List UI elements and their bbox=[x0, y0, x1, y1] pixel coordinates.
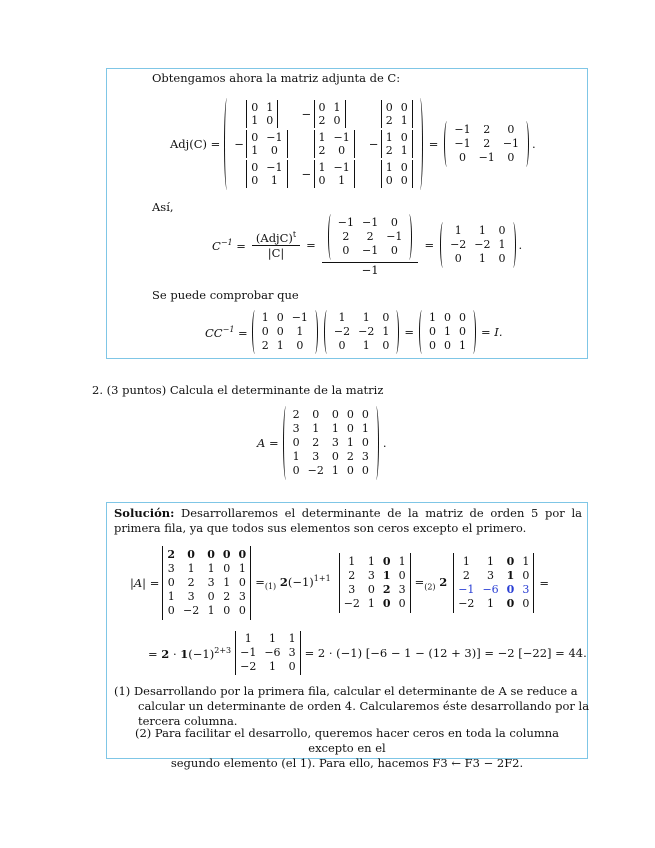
matrix-cell: 0 bbox=[167, 604, 175, 617]
matrix-cell: 1 bbox=[276, 339, 284, 352]
matrix-cell: 2 bbox=[167, 548, 176, 561]
matrix-cell: 1 bbox=[292, 450, 300, 463]
adjoint-minors-grid bbox=[234, 100, 412, 188]
matrix-cell: −2 bbox=[450, 238, 467, 251]
matrix-cell: 3 bbox=[167, 562, 175, 575]
matrix-cell: 0 bbox=[429, 325, 436, 338]
matrix-cell: 1 bbox=[506, 569, 515, 582]
matrix-cell: −1 bbox=[386, 229, 403, 243]
matrix-cell: 1 bbox=[268, 660, 276, 673]
minor-determinant: − 0 −1 1 0 bbox=[234, 130, 287, 158]
matrix-cell: 2 bbox=[462, 569, 470, 582]
matrix-cell: −2 bbox=[343, 597, 360, 610]
matrix-cell: 3 bbox=[238, 590, 246, 603]
minor-determinant: 0 −1 0 1 bbox=[234, 160, 287, 188]
matrix-cell: 3 bbox=[367, 569, 375, 582]
matrix-cell: 1 bbox=[238, 562, 246, 575]
matrix-cell: 1 bbox=[268, 632, 276, 645]
matrix-cell: 0 bbox=[498, 224, 506, 237]
matrix-cell: 0 bbox=[288, 660, 296, 673]
matrix-cell: 1 bbox=[382, 325, 390, 338]
matrix-cell: 0 bbox=[338, 339, 346, 352]
asi-label: Así, bbox=[152, 200, 174, 214]
matrix-cell: −1 bbox=[458, 583, 475, 596]
matrix-cell: 0 bbox=[331, 408, 339, 421]
matrix-C bbox=[252, 310, 318, 354]
minor-determinant: − 1 −1 0 1 bbox=[302, 160, 355, 188]
matrix-cell: 3 bbox=[331, 436, 339, 449]
matrix-cell: 0 bbox=[382, 555, 391, 568]
matrix-cell: 1 bbox=[167, 590, 175, 603]
matrix-cell: 0 bbox=[429, 339, 436, 352]
matrix-cell: 1 bbox=[487, 597, 495, 610]
matrix-cell: 1 bbox=[348, 555, 356, 568]
matrix-cell: 0 bbox=[361, 464, 369, 477]
matrix-cell: 3 bbox=[522, 583, 530, 596]
matrix-cell: 1 bbox=[187, 562, 195, 575]
matrix-cell: 0 bbox=[382, 339, 390, 352]
matrix-cell: 0 bbox=[390, 215, 398, 229]
matrix-cell: 1 bbox=[361, 422, 369, 435]
matrix-cell: 1 bbox=[207, 562, 215, 575]
matrix-cell: 0 bbox=[238, 604, 246, 617]
cc-lhs: $CC^{-1}$ = bbox=[205, 324, 248, 340]
matrix-cell: 2 bbox=[187, 576, 195, 589]
matrix-cell: 0 bbox=[459, 311, 466, 324]
matrix-cell: −1 bbox=[454, 123, 471, 136]
matrix-cell: 1 bbox=[338, 311, 346, 324]
matrix-cell: 0 bbox=[331, 450, 339, 463]
matrix-cell: 2 bbox=[483, 137, 491, 150]
matrix-cell: 0 bbox=[522, 597, 530, 610]
adjt-over-minus-one: −1 −1 0 2 2 −1 0 −1 0 −1 bbox=[322, 214, 419, 277]
matrix-cell: 3 bbox=[292, 422, 300, 435]
matrix-cell: −6 bbox=[482, 583, 499, 596]
matrix-cell: 2 bbox=[292, 408, 300, 421]
matrix-cell: 0 bbox=[506, 583, 515, 596]
matrix-cell: 1 bbox=[312, 422, 320, 435]
det-4x4-first bbox=[339, 553, 411, 613]
matrix-cell: 1 bbox=[454, 224, 462, 237]
det-3x3 bbox=[235, 631, 300, 675]
note-1: (1) Desarrollando por la primera fila, calcular el determinante de A se reduce a calcular un determinante de orden 4. Calcularemos éste desarrollando por la tercera columna. bbox=[114, 684, 590, 728]
matrix-cell: 0 bbox=[522, 569, 530, 582]
matrix-cell: 2 bbox=[483, 123, 491, 136]
matrix-cell: 1 bbox=[367, 597, 375, 610]
matrix-cell: 0 bbox=[507, 123, 515, 136]
matrix-cell: −1 bbox=[454, 137, 471, 150]
matrix-cell: 1 bbox=[462, 555, 470, 568]
matrix-cell: 0 bbox=[382, 311, 390, 324]
matrix-cell: −1 bbox=[362, 215, 379, 229]
matrix-cell: 0 bbox=[346, 464, 354, 477]
inverse-equation: $C^{-1}$ = $\frac{(AdjC)^t}{|C|}$ = −1 −1 0 2 2 −1 0 −1 0 −1 = 1 1 0 −2 −2 1 0 1 0 . bbox=[212, 215, 523, 277]
matrix-cell: 0 bbox=[361, 436, 369, 449]
identity-check-equation: $CC^{-1}$ = 1 0 −1 0 0 1 2 1 0 1 1 0 −2 −2 1 0 1 0 = 1 0 0 0 1 0 0 0 1 = I. bbox=[205, 311, 503, 352]
matrix-cell: 0 bbox=[276, 325, 284, 338]
matrix-cell: −1 bbox=[478, 151, 495, 164]
matrix-cell: 1 bbox=[362, 339, 370, 352]
matrix-cell: 2 bbox=[348, 569, 356, 582]
minor-determinant: 0 1 1 0 bbox=[234, 100, 287, 128]
minor-determinant: 0 0 2 1 bbox=[369, 100, 413, 128]
matrix-cell: 1 bbox=[223, 576, 231, 589]
matrix-cell: 2 bbox=[312, 436, 320, 449]
solution-2-intro: Solución: Desarrollaremos el determinante de la matriz de orden 5 por la primera fila, ya que todos sus elementos son ceros excepto el primero. bbox=[114, 506, 583, 535]
matrix-cell: 1 bbox=[288, 632, 296, 645]
matrix-Cinv bbox=[324, 310, 399, 354]
det-expansion-line-1: |A| = 2 0 0 0 0 3 1 1 0 1 0 2 3 1 0 1 3 0 2 3 0 −2 1 0 0 $=_{(1)}$ $2(-1)^{1+1}$ 1 1 0 1 2 3 1 0 3 0 2 3 −2 1 0 0 $=_{(2)}$ 2 1 1 0 1 2 3 1 0 −1 −6 0 3 −2 1 0 0 = bbox=[130, 545, 549, 621]
matrix-cell: 0 bbox=[223, 562, 231, 575]
matrix-cell: 0 bbox=[398, 597, 406, 610]
matrix-cell: 0 bbox=[367, 583, 375, 596]
matrix-cell: 0 bbox=[498, 252, 506, 265]
matrix-cell: 0 bbox=[361, 408, 369, 421]
matrix-cell: 1 bbox=[522, 555, 530, 568]
matrix-cell: 1 bbox=[478, 252, 486, 265]
matrix-cell: 0 bbox=[207, 548, 215, 561]
matrix-cell: 1 bbox=[367, 555, 375, 568]
matrix-cell: 1 bbox=[398, 555, 406, 568]
matrix-cell: 1 bbox=[296, 325, 304, 338]
adjoint-equation: Adj(C) = 0 1 1 0 − 0 1 2 0 0 0 2 1 − 0 −1 1 0 1 −1 2 0 − 1 0 2 1 0 −1 0 1 − 1 −1 0 1 1 0 0 0 = −1 2 0 −1 2 −1 0 −1 0 . bbox=[170, 96, 536, 192]
matrix-cell: 3 bbox=[487, 569, 495, 582]
matrix-cell: 2 bbox=[366, 229, 374, 243]
matrix-cell: 0 bbox=[292, 436, 300, 449]
matrix-cell: −1 bbox=[502, 137, 520, 150]
minor-determinant: 1 0 0 0 bbox=[369, 160, 413, 188]
matrix-cell: 0 bbox=[238, 576, 246, 589]
matrix-cell: 0 bbox=[507, 151, 515, 164]
matrix-cell: 1 bbox=[346, 436, 354, 449]
matrix-cell: 1 bbox=[331, 464, 339, 477]
matrix-cell: 0 bbox=[382, 597, 391, 610]
matrix-cell: 1 bbox=[459, 339, 466, 352]
matrix-cell: 2 bbox=[342, 229, 350, 243]
matrix-cell: 1 bbox=[498, 238, 506, 251]
matrix-cell: −2 bbox=[307, 464, 324, 477]
matrix-cell: 3 bbox=[398, 583, 406, 596]
matrix-cell: 0 bbox=[346, 408, 354, 421]
adjoint-result-matrix bbox=[444, 121, 529, 167]
matrix-cell: 2 bbox=[223, 590, 231, 603]
line-2-suffix: = 2 · (−1) [−6 − 1 − (12 + 3)] = −2 [−22] = 44. bbox=[304, 646, 587, 660]
matrix-cell: 1 bbox=[362, 311, 370, 324]
matrix-A bbox=[283, 406, 379, 480]
matrix-cell: 1 bbox=[478, 224, 486, 237]
matrix-cell: 0 bbox=[444, 311, 451, 324]
matrix-cell: 3 bbox=[288, 646, 296, 659]
matrix-cell: 2 bbox=[261, 339, 269, 352]
matrix-cell: 0 bbox=[222, 548, 231, 561]
matrix-cell: −2 bbox=[358, 325, 375, 338]
note-2: (2) Para facilitar el desarrollo, queremos hacer ceros en toda la columna excepto en el segundo elemento (el 1). Para ello, hacemos F3 ← F3 − 2F2. bbox=[134, 726, 560, 770]
matrix-cell: 1 bbox=[444, 325, 451, 338]
matrix-cell: 0 bbox=[398, 569, 406, 582]
matrix-cell: 0 bbox=[261, 325, 269, 338]
matrix-cell: 0 bbox=[458, 151, 466, 164]
matrix-cell: 2 bbox=[346, 450, 354, 463]
matrix-cell: 3 bbox=[312, 450, 320, 463]
matrix-cell: 3 bbox=[207, 576, 215, 589]
matrix-cell: 0 bbox=[292, 464, 300, 477]
matrix-cell: 1 bbox=[382, 569, 391, 582]
matrix-I bbox=[419, 310, 476, 354]
matrix-cell: 1 bbox=[244, 632, 252, 645]
problem-2-matrix-equation: A = 2 0 0 0 0 3 1 1 0 1 0 2 3 1 0 1 3 0 2 3 0 −2 1 0 0 . bbox=[257, 405, 386, 481]
inverse-lhs: $C^{-1}$ = bbox=[212, 237, 246, 253]
matrix-cell: 0 bbox=[342, 243, 350, 257]
minor-determinant: 1 −1 2 0 bbox=[302, 130, 355, 158]
matrix-cell: 0 bbox=[506, 597, 515, 610]
matrix-cell: 0 bbox=[444, 339, 451, 352]
matrix-cell: −1 bbox=[362, 243, 379, 257]
problem-2-statement: 2. (3 puntos) Calcula el determinante de la matriz bbox=[92, 383, 384, 397]
matrix-cell: 0 bbox=[223, 604, 231, 617]
check-label: Se puede comprobar que bbox=[152, 288, 299, 302]
adjoint-intro: Obtengamos ahora la matriz adjunta de C: bbox=[152, 71, 401, 85]
det-expansion-line-2 bbox=[148, 630, 587, 676]
matrix-cell: 1 bbox=[487, 555, 495, 568]
adjt-over-det-fraction: $\frac{(AdjC)^t}{|C|}$ bbox=[252, 230, 300, 260]
det-4x4-second bbox=[453, 553, 534, 613]
matrix-cell: −2 bbox=[183, 604, 200, 617]
matrix-cell: 1 bbox=[429, 311, 436, 324]
matrix-cell: 0 bbox=[390, 243, 398, 257]
matrix-cell: 2 bbox=[382, 583, 391, 596]
minor-determinant: − 0 1 2 0 bbox=[302, 100, 355, 128]
matrix-cell: 0 bbox=[312, 408, 320, 421]
matrix-cell: −1 bbox=[291, 311, 308, 324]
matrix-cell: −1 bbox=[337, 215, 354, 229]
matrix-cell: 0 bbox=[276, 311, 284, 324]
matrix-cell: −2 bbox=[458, 597, 475, 610]
matrix-cell: 0 bbox=[167, 576, 175, 589]
line-2-prefix: = $2 \cdot 1(-1)^{2+3}$ bbox=[148, 645, 232, 661]
matrix-cell: 0 bbox=[459, 325, 466, 338]
matrix-cell: −6 bbox=[264, 646, 281, 659]
matrix-cell: −2 bbox=[474, 238, 491, 251]
minor-determinant: − 1 0 2 1 bbox=[369, 130, 413, 158]
matrix-cell: −2 bbox=[240, 660, 257, 673]
inverse-result-matrix bbox=[440, 222, 515, 268]
matrix-cell: 0 bbox=[346, 422, 354, 435]
matrix-cell: 0 bbox=[296, 339, 304, 352]
det-A-5x5 bbox=[162, 546, 251, 620]
matrix-cell: −1 bbox=[240, 646, 257, 659]
matrix-cell: 3 bbox=[361, 450, 369, 463]
matrix-cell: 3 bbox=[187, 590, 195, 603]
matrix-cell: 0 bbox=[506, 555, 515, 568]
matrix-cell: 0 bbox=[207, 590, 215, 603]
adjoint-lhs: Adj(C) = bbox=[170, 137, 221, 151]
matrix-cell: −2 bbox=[333, 325, 351, 338]
matrix-cell: 3 bbox=[348, 583, 356, 596]
matrix-cell: 1 bbox=[331, 422, 339, 435]
matrix-cell: 0 bbox=[187, 548, 195, 561]
matrix-cell: 0 bbox=[238, 548, 247, 561]
matrix-cell: 1 bbox=[261, 311, 269, 324]
matrix-cell: 0 bbox=[454, 252, 462, 265]
matrix-cell: 1 bbox=[207, 604, 215, 617]
